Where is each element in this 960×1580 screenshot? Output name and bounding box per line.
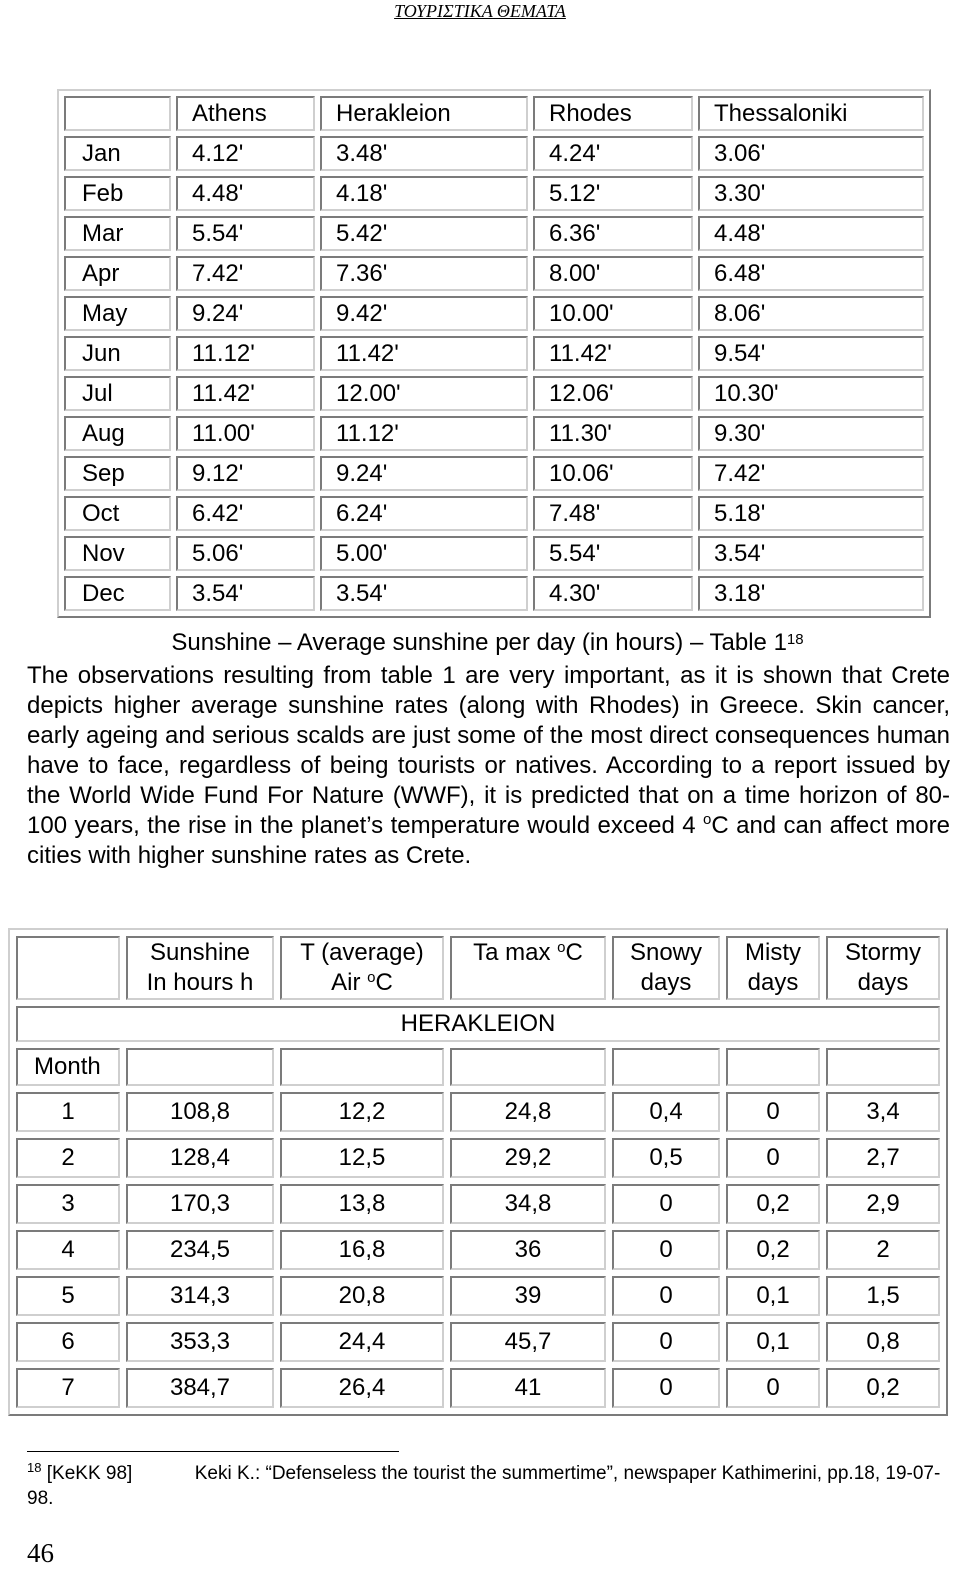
header-stormy bbox=[826, 936, 940, 1000]
thessaloniki-cell: 9.54' bbox=[698, 336, 924, 371]
athens-cell: 9.24' bbox=[176, 296, 315, 331]
rhodes-cell: 10.00' bbox=[533, 296, 693, 331]
tavg-cell: 24,4 bbox=[280, 1322, 444, 1362]
sunshine-table-header-row bbox=[64, 96, 924, 131]
month-number-cell: 2 bbox=[16, 1138, 120, 1178]
month-row-empty-cell bbox=[126, 1048, 274, 1086]
herakleion-cell: 9.24' bbox=[320, 456, 528, 491]
station-row bbox=[16, 1006, 940, 1042]
stormy-cell: 2,9 bbox=[826, 1184, 940, 1224]
header-tavg-line2-post: C bbox=[375, 969, 393, 996]
herakleion-cell: 5.00' bbox=[320, 536, 528, 571]
sunshine-table-body bbox=[64, 96, 924, 611]
rhodes-cell: 4.24' bbox=[533, 136, 693, 171]
header-tamax bbox=[450, 936, 606, 1000]
tavg-cell: 12,5 bbox=[280, 1138, 444, 1178]
sunshine-cell: 353,3 bbox=[126, 1322, 274, 1362]
tamax-cell: 34,8 bbox=[450, 1184, 606, 1224]
thessaloniki-cell: 3.18' bbox=[698, 576, 924, 611]
header-sunshine-line2: In hours h bbox=[146, 969, 254, 996]
table-row bbox=[16, 1230, 940, 1270]
stormy-cell: 3,4 bbox=[826, 1092, 940, 1132]
table-row bbox=[64, 336, 924, 371]
footnote-rule bbox=[27, 1451, 399, 1452]
header-cell-empty bbox=[64, 96, 171, 131]
snowy-cell: 0,5 bbox=[612, 1138, 720, 1178]
sunshine-cell: 170,3 bbox=[126, 1184, 274, 1224]
herakleion-cell: 3.48' bbox=[320, 136, 528, 171]
table-row bbox=[64, 296, 924, 331]
tamax-cell: 39 bbox=[450, 1276, 606, 1316]
paragraph-part1: The observations resulting from table 1 are very important, as it is shown that Crete depicts higher average sunshine rates (along with Rhodes) in Greece. Skin cancer, early ageing and serious scalds are just some of the most direct consequences human have to face, regardless of being tourists or natives. According to a report issued by the World Wide Fund For Nature (WWF), it is predicted that on a time horizon of 80-100 years, the rise in the planet’s temperature would exceed 4 bbox=[27, 662, 950, 839]
header-cell-thessaloniki: Thessaloniki bbox=[698, 96, 924, 131]
herakleion-climate-table bbox=[8, 928, 948, 1416]
misty-cell: 0,2 bbox=[726, 1230, 820, 1270]
tavg-cell: 26,4 bbox=[280, 1368, 444, 1408]
thessaloniki-cell: 8.06' bbox=[698, 296, 924, 331]
table-row bbox=[64, 456, 924, 491]
month-cell: Nov bbox=[64, 536, 171, 571]
athens-cell: 11.00' bbox=[176, 416, 315, 451]
stormy-cell: 2,7 bbox=[826, 1138, 940, 1178]
athens-cell: 4.48' bbox=[176, 176, 315, 211]
tamax-cell: 29,2 bbox=[450, 1138, 606, 1178]
sunshine-cell: 108,8 bbox=[126, 1092, 274, 1132]
herakleion-cell: 11.42' bbox=[320, 336, 528, 371]
athens-cell: 4.12' bbox=[176, 136, 315, 171]
climate-header-row bbox=[16, 936, 940, 1000]
tavg-cell: 12,2 bbox=[280, 1092, 444, 1132]
stormy-cell: 1,5 bbox=[826, 1276, 940, 1316]
header-tamax-degree: o bbox=[557, 939, 566, 956]
month-cell: Mar bbox=[64, 216, 171, 251]
tavg-cell: 13,8 bbox=[280, 1184, 444, 1224]
month-row-empty-cell bbox=[280, 1048, 444, 1086]
athens-cell: 3.54' bbox=[176, 576, 315, 611]
athens-cell: 6.42' bbox=[176, 496, 315, 531]
rhodes-cell: 7.48' bbox=[533, 496, 693, 531]
herakleion-cell: 7.36' bbox=[320, 256, 528, 291]
thessaloniki-cell: 3.06' bbox=[698, 136, 924, 171]
month-label-row bbox=[16, 1048, 940, 1086]
month-number-cell: 1 bbox=[16, 1092, 120, 1132]
tamax-cell: 36 bbox=[450, 1230, 606, 1270]
running-header: ΤΟΥΡΙΣΤΙΚΑ ΘΕΜΑΤΑ bbox=[394, 1, 566, 21]
tavg-cell: 16,8 bbox=[280, 1230, 444, 1270]
sunshine-cell: 128,4 bbox=[126, 1138, 274, 1178]
header-cell-herakleion: Herakleion bbox=[320, 96, 528, 131]
body-paragraph bbox=[27, 661, 950, 871]
rhodes-cell: 6.36' bbox=[533, 216, 693, 251]
misty-cell: 0 bbox=[726, 1138, 820, 1178]
thessaloniki-cell: 3.30' bbox=[698, 176, 924, 211]
table-row bbox=[64, 136, 924, 171]
rhodes-cell: 4.30' bbox=[533, 576, 693, 611]
thessaloniki-cell: 9.30' bbox=[698, 416, 924, 451]
month-number-cell: 3 bbox=[16, 1184, 120, 1224]
header-stormy-line2: days bbox=[857, 969, 909, 996]
misty-cell: 0,1 bbox=[726, 1276, 820, 1316]
table-row bbox=[64, 536, 924, 571]
month-cell: Feb bbox=[64, 176, 171, 211]
header-snowy bbox=[612, 936, 720, 1000]
table-row bbox=[16, 1276, 940, 1316]
rhodes-cell: 5.12' bbox=[533, 176, 693, 211]
month-cell: Aug bbox=[64, 416, 171, 451]
stormy-cell: 0,8 bbox=[826, 1322, 940, 1362]
herakleion-cell: 3.54' bbox=[320, 576, 528, 611]
thessaloniki-cell: 5.18' bbox=[698, 496, 924, 531]
header-cell-athens: Athens bbox=[176, 96, 315, 131]
table-row bbox=[64, 376, 924, 411]
sunshine-cell: 234,5 bbox=[126, 1230, 274, 1270]
month-row-empty-cell bbox=[612, 1048, 720, 1086]
snowy-cell: 0 bbox=[612, 1230, 720, 1270]
header-cell-blank bbox=[16, 936, 120, 1000]
header-sunshine bbox=[126, 936, 274, 1000]
month-cell: Apr bbox=[64, 256, 171, 291]
header-tavg-line2-pre: Air bbox=[331, 969, 368, 996]
month-row-empty-cell bbox=[826, 1048, 940, 1086]
thessaloniki-cell: 4.48' bbox=[698, 216, 924, 251]
month-number-cell: 5 bbox=[16, 1276, 120, 1316]
header-tavg-line1: T (average) bbox=[300, 939, 424, 966]
footnote-number: 18 bbox=[27, 1460, 42, 1475]
footnote bbox=[27, 1462, 957, 1511]
table-row bbox=[64, 216, 924, 251]
header-misty-line2: days bbox=[747, 969, 799, 996]
month-cell: Oct bbox=[64, 496, 171, 531]
herakleion-cell: 9.42' bbox=[320, 296, 528, 331]
table-row bbox=[16, 1092, 940, 1132]
tamax-cell: 41 bbox=[450, 1368, 606, 1408]
table-row bbox=[16, 1184, 940, 1224]
rhodes-cell: 11.30' bbox=[533, 416, 693, 451]
station-name: HERAKLEION bbox=[16, 1006, 940, 1042]
athens-cell: 5.54' bbox=[176, 216, 315, 251]
header-cell-rhodes: Rhodes bbox=[533, 96, 693, 131]
header-misty bbox=[726, 936, 820, 1000]
table1-caption bbox=[0, 628, 960, 661]
misty-cell: 0,1 bbox=[726, 1322, 820, 1362]
athens-cell: 9.12' bbox=[176, 456, 315, 491]
herakleion-cell: 4.18' bbox=[320, 176, 528, 211]
rhodes-cell: 12.06' bbox=[533, 376, 693, 411]
tamax-cell: 24,8 bbox=[450, 1092, 606, 1132]
table-row bbox=[16, 1322, 940, 1362]
month-cell: Sep bbox=[64, 456, 171, 491]
month-number-cell: 6 bbox=[16, 1322, 120, 1362]
stormy-cell: 0,2 bbox=[826, 1368, 940, 1408]
caption-text: Sunshine – Average sunshine per day (in hours) – Table 1 bbox=[171, 629, 787, 656]
header-tavg bbox=[280, 936, 444, 1000]
rhodes-cell: 10.06' bbox=[533, 456, 693, 491]
table-row bbox=[64, 496, 924, 531]
table-row bbox=[64, 416, 924, 451]
month-row-empty-cell bbox=[450, 1048, 606, 1086]
caption-footnote-mark: 18 bbox=[786, 631, 804, 648]
misty-cell: 0 bbox=[726, 1368, 820, 1408]
month-cell: Jun bbox=[64, 336, 171, 371]
month-cell: Dec bbox=[64, 576, 171, 611]
header-misty-line1: Misty bbox=[745, 939, 801, 966]
header-snowy-line2: days bbox=[640, 969, 692, 996]
sunshine-table bbox=[57, 89, 931, 618]
table-row bbox=[16, 1368, 940, 1408]
paragraph-part2: C and can affect more cities with higher sunshine rates as Crete. bbox=[27, 812, 950, 869]
snowy-cell: 0 bbox=[612, 1184, 720, 1224]
degree-mark: o bbox=[703, 811, 712, 828]
herakleion-cell: 12.00' bbox=[320, 376, 528, 411]
page-number: 46 bbox=[27, 1538, 54, 1568]
table-row bbox=[64, 576, 924, 611]
table-row bbox=[16, 1138, 940, 1178]
month-cell: Jul bbox=[64, 376, 171, 411]
thessaloniki-cell: 10.30' bbox=[698, 376, 924, 411]
rhodes-cell: 8.00' bbox=[533, 256, 693, 291]
athens-cell: 11.42' bbox=[176, 376, 315, 411]
month-label: Month bbox=[16, 1048, 120, 1086]
athens-cell: 11.12' bbox=[176, 336, 315, 371]
month-cell: May bbox=[64, 296, 171, 331]
month-number-cell: 7 bbox=[16, 1368, 120, 1408]
header-sunshine-line1: Sunshine bbox=[149, 939, 251, 966]
athens-cell: 7.42' bbox=[176, 256, 315, 291]
herakleion-cell: 5.42' bbox=[320, 216, 528, 251]
sunshine-cell: 314,3 bbox=[126, 1276, 274, 1316]
header-tavg-degree: o bbox=[367, 969, 376, 986]
month-number-cell: 4 bbox=[16, 1230, 120, 1270]
snowy-cell: 0 bbox=[612, 1276, 720, 1316]
climate-table-body bbox=[16, 936, 940, 1408]
tamax-cell: 45,7 bbox=[450, 1322, 606, 1362]
misty-cell: 0,2 bbox=[726, 1184, 820, 1224]
herakleion-cell: 11.12' bbox=[320, 416, 528, 451]
rhodes-cell: 5.54' bbox=[533, 536, 693, 571]
header-tamax-pre: Ta max bbox=[473, 939, 558, 966]
thessaloniki-cell: 6.48' bbox=[698, 256, 924, 291]
footnote-text: Keki K.: “Defenseless the tourist the summertime”, newspaper Kathimerini, pp.18, 19-07-98. bbox=[27, 1463, 941, 1509]
snowy-cell: 0,4 bbox=[612, 1092, 720, 1132]
thessaloniki-cell: 3.54' bbox=[698, 536, 924, 571]
sunshine-cell: 384,7 bbox=[126, 1368, 274, 1408]
thessaloniki-cell: 7.42' bbox=[698, 456, 924, 491]
header-stormy-line1: Stormy bbox=[844, 939, 921, 966]
herakleion-cell: 6.24' bbox=[320, 496, 528, 531]
footnote-ref: [KeKK 98] bbox=[46, 1463, 133, 1484]
month-cell: Jan bbox=[64, 136, 171, 171]
athens-cell: 5.06' bbox=[176, 536, 315, 571]
stormy-cell: 2 bbox=[826, 1230, 940, 1270]
rhodes-cell: 11.42' bbox=[533, 336, 693, 371]
month-row-empty-cell bbox=[726, 1048, 820, 1086]
header-tamax-post: C bbox=[565, 939, 583, 966]
table-row bbox=[64, 176, 924, 211]
snowy-cell: 0 bbox=[612, 1368, 720, 1408]
table-row bbox=[64, 256, 924, 291]
snowy-cell: 0 bbox=[612, 1322, 720, 1362]
tavg-cell: 20,8 bbox=[280, 1276, 444, 1316]
header-snowy-line1: Snowy bbox=[629, 939, 703, 966]
misty-cell: 0 bbox=[726, 1092, 820, 1132]
